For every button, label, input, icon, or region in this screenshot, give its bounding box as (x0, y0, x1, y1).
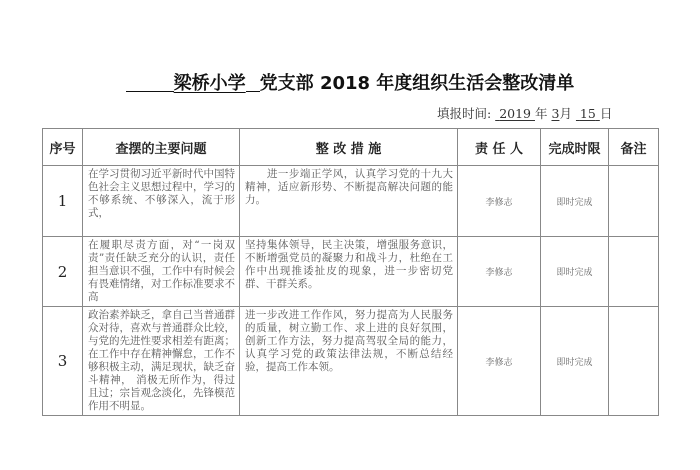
fill-date-year: 2019 (499, 106, 531, 121)
fill-date-month: 3 (551, 106, 560, 121)
day-unit: 日 (599, 106, 613, 121)
row-measure: 进一步端正学风，认真学习党的十九大精神，适应新形势、不断提高解决问题的能力。 (240, 166, 458, 237)
row-remark (609, 237, 659, 307)
year-unit: 年 (534, 106, 548, 121)
row-measure: 坚持集体领导，民主决策，增强服务意识，不断增强党员的凝聚力和战斗力，杜绝在工作中出现推诿扯皮的现象，进一步密切党群、干群关系。 (240, 237, 458, 307)
table-row (43, 237, 659, 307)
header-remark: 备注 (609, 129, 659, 166)
row-problem: 在履职尽责方面，对“一岗双责”责任缺乏充分的认识，责任担当意识不强，工作中有时候会有畏难情绪，对工作标准要求不高 (83, 237, 240, 307)
row-remark (609, 166, 659, 237)
school-name: 梁桥小学 (173, 73, 246, 94)
header-no: 序号 (43, 129, 83, 166)
table-row (43, 307, 659, 416)
row-deadline: 即时完成 (541, 237, 609, 307)
row-no: 2 (43, 237, 83, 307)
row-person: 李修志 (458, 307, 541, 416)
row-person: 李修志 (458, 166, 541, 237)
table-header-row (43, 129, 659, 166)
row-problem: 在学习贯彻习近平新时代中国特色社会主义思想过程中，学习的不够系统、不够深入，流于形式， (83, 166, 240, 237)
row-deadline: 即时完成 (541, 166, 609, 237)
document-title (0, 69, 700, 95)
rectification-table (42, 128, 659, 416)
row-measure: 进一步改进工作作风，努力提高为人民服务的质量，树立勤工作、求上进的良好氛围，创新工作方法，努力提高驾驭全局的能力，认真学习党的政策法律法规，不断总结经验，提高工作本领。 (240, 307, 458, 416)
school-name-blank (126, 69, 260, 95)
row-no: 3 (43, 307, 83, 416)
row-remark (609, 307, 659, 416)
row-no: 1 (43, 166, 83, 237)
title-text: 党支部 2018 年度组织生活会整改清单 (259, 73, 575, 94)
header-deadline: 完成时限 (541, 129, 609, 166)
fill-date-day: 15 (579, 106, 596, 121)
row-problem: 政治素养缺乏，拿自己当普通群众对待，喜欢与普通群众比较，与党的先进性要求相差有距离；在工作中存在精神懈怠，工作不够积极主动，满足现状，缺乏奋斗精神， 消极无所作为，得过且过；宗旨观念淡化，先锋模范作用不明显。 (83, 307, 240, 416)
row-person: 李修志 (458, 237, 541, 307)
fill-date-label: 填报时间: (437, 106, 492, 121)
row-deadline: 即时完成 (541, 307, 609, 416)
header-measure: 整 改 措 施 (240, 129, 458, 166)
month-unit: 月 (559, 106, 572, 121)
fill-date (437, 104, 612, 122)
header-problem: 查摆的主要问题 (83, 129, 240, 166)
header-person: 责 任 人 (458, 129, 541, 166)
table-row (43, 166, 659, 237)
